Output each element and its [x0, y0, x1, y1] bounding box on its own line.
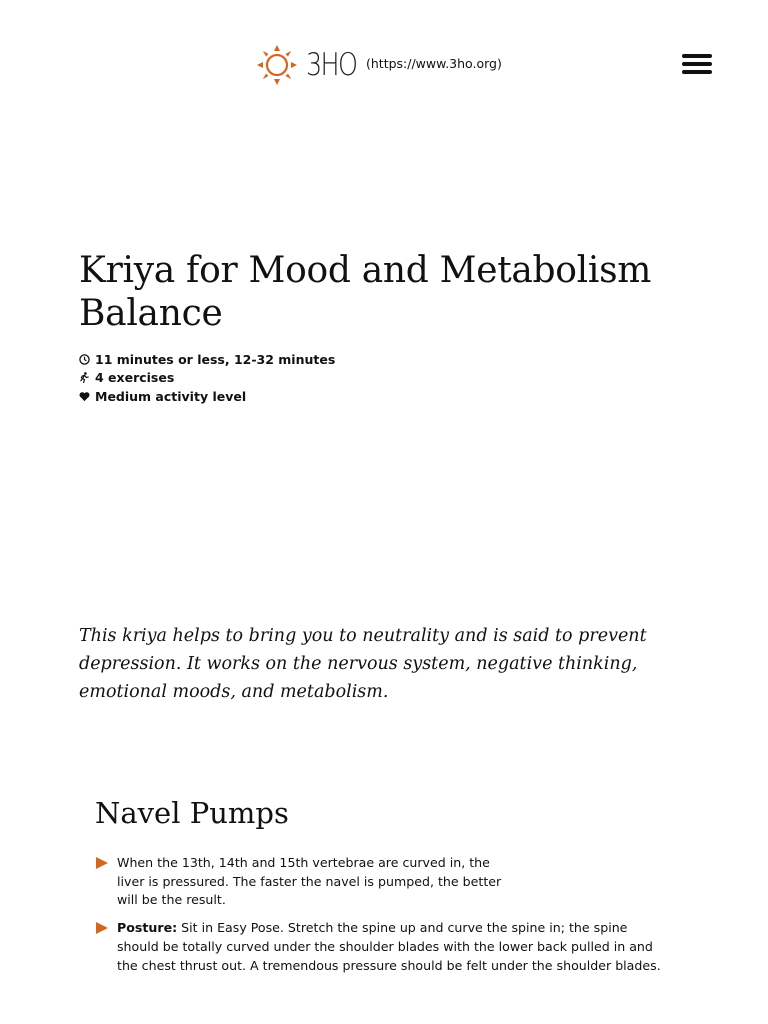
site-header [0, 0, 768, 130]
clock-icon [79, 354, 90, 365]
list-item [95, 919, 665, 975]
kriya-meta [79, 350, 335, 406]
page-title: Kriya for Mood and Metabolism Balance [79, 250, 652, 334]
list-item-text: Sit in Easy Pose. Stretch the spine up and curve the spine in; the spine should be totally curved under the shoulder blades with the lower back pulled in and the chest thrust out. A tremendous pressure should be felt under the shoulder blades. [117, 920, 661, 973]
intro-paragraph: This kriya helps to bring you to neutrality and is said to prevent depression. It works on the nervous system, negative thinking, emotional moods, and metabolism. [79, 626, 647, 702]
meta-activity [79, 387, 335, 406]
instruction-list [95, 854, 665, 984]
list-item [95, 854, 517, 910]
meta-exercises [79, 369, 335, 388]
meta-duration [79, 350, 335, 369]
menu-bar [682, 62, 712, 66]
menu-bar [682, 54, 712, 58]
menu-bar [682, 70, 712, 74]
meta-activity-text: Medium activity level [95, 388, 247, 404]
triangle-bullet-icon [96, 857, 108, 869]
triangle-bullet-icon [96, 922, 108, 934]
logo-link[interactable] [256, 44, 367, 86]
section-title: Navel Pumps [95, 796, 289, 830]
heart-icon [79, 391, 90, 402]
logo-url-text: (https://www.3ho.org) [366, 56, 502, 71]
hamburger-menu-icon[interactable] [682, 54, 712, 76]
list-item-text: When the 13th, 14th and 15th vertebrae are curved in, the liver is pressured. The faster the navel is pumped, the better will be the result. [117, 855, 502, 908]
logo-text: 3HO [306, 47, 357, 83]
meta-duration-text: 11 minutes or less, 12-32 minutes [95, 351, 336, 367]
list-item-label: Posture: [117, 920, 178, 936]
meta-exercises-text: 4 exercises [95, 370, 175, 386]
sun-logo-icon [256, 44, 298, 86]
running-person-icon [79, 372, 90, 383]
